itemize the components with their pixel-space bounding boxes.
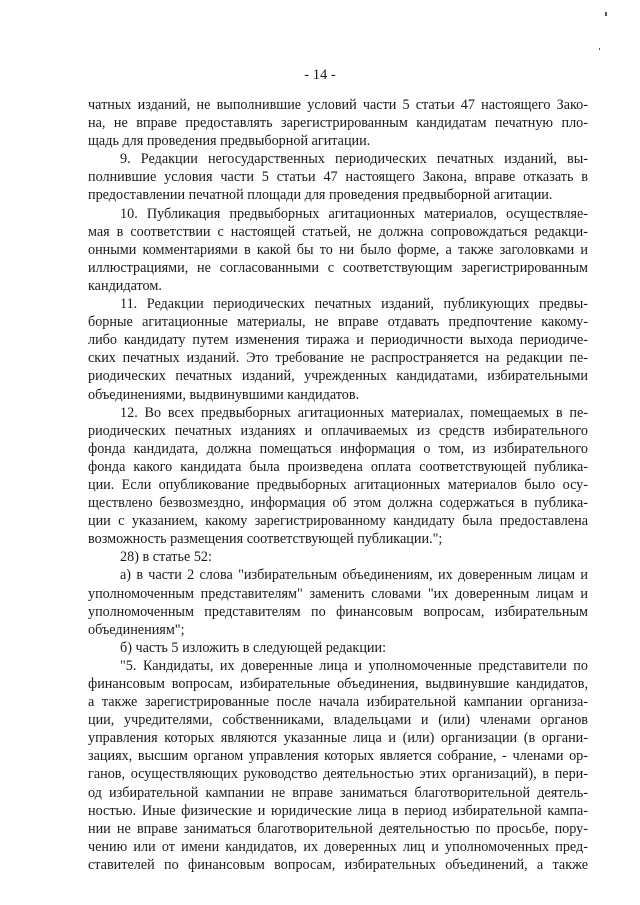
scan-speck bbox=[599, 48, 600, 50]
text-line: возможность размещения соответствующей публикации."; bbox=[88, 531, 443, 548]
text-line: риодических печатных изданиях и оплачиваемых из средств избирательного bbox=[88, 422, 588, 439]
paragraph bbox=[88, 548, 588, 566]
paragraph bbox=[88, 150, 588, 204]
text-line: фонда какого кандидата была произведена оплата соответствующей публика- bbox=[88, 458, 588, 475]
scan-speck bbox=[605, 12, 607, 16]
text-line: а также зарегистрированные после начала избирательной кампании организа- bbox=[88, 694, 588, 711]
text-line: ганов, осуществляющих руководство деятельностью этих организаций), в пери- bbox=[88, 766, 588, 783]
text-line: ции, учредителями, собственниками, владельцами и (или) членами органов bbox=[88, 712, 588, 729]
text-line: управления которых являются указанные лица и (или) организации (в органи- bbox=[88, 730, 588, 747]
text-line: ских печатных изданий. Это требование не распространяется на редакции пе- bbox=[88, 350, 588, 367]
text-line: щадь для проведения предвыборной агитации. bbox=[88, 133, 371, 150]
text-line: предоставлении печатной площади для проведения предвыборной агитации. bbox=[88, 187, 553, 204]
paragraph bbox=[88, 404, 588, 549]
text-line: "5. Кандидаты, их доверенные лица и уполномоченные представители по bbox=[120, 657, 588, 674]
paragraph bbox=[88, 566, 588, 638]
text-line: ществлено безвозмездно, информация об этом должна содержаться в публика- bbox=[88, 495, 588, 512]
text-line: нии не вправе заниматься благотворительной деятельностью по просьбе, пору- bbox=[88, 820, 588, 837]
text-line: 12. Во всех предвыборных агитационных материалах, помещаемых в пе- bbox=[120, 404, 588, 421]
text-line: фонда кандидата, должна помещаться информация о том, из избирательного bbox=[88, 440, 588, 457]
text-line: од избирательной кампании не вправе заниматься благотворительной деятель- bbox=[88, 784, 588, 801]
text-line: а) в части 2 слова "избирательным объединениям, их доверенным лицам и bbox=[120, 567, 588, 584]
paragraph bbox=[88, 96, 588, 150]
text-line: иллюстрациями, не согласованными с соответствующим зарегистрированным bbox=[88, 259, 588, 276]
body-text bbox=[88, 96, 588, 874]
text-line: 9. Редакции негосударственных периодических печатных изданий, вы- bbox=[120, 151, 588, 168]
paragraph bbox=[88, 639, 588, 657]
text-line: 10. Публикация предвыборных агитационных материалов, осуществляе- bbox=[120, 205, 588, 222]
paragraph bbox=[88, 205, 588, 295]
text-line: онными комментариями в какой бы то ни было форме, а также заголовками и bbox=[88, 241, 588, 258]
text-line: ции с указанием, какому зарегистрированному кандидату была предоставлена bbox=[88, 513, 588, 530]
paragraph bbox=[88, 657, 588, 874]
text-line: борные агитационные материалы, не вправе отдавать предпочтение какому- bbox=[88, 314, 588, 331]
page-number: - 14 - bbox=[304, 67, 336, 83]
text-line: кандидатом. bbox=[88, 277, 162, 294]
text-line: б) часть 5 изложить в следующей редакции: bbox=[120, 639, 387, 656]
text-line: ставителей по финансовым вопросам, избирательных объединений, а также bbox=[88, 856, 588, 873]
text-line: уполномоченным представителям" заменить словами "их доверенным лицам и bbox=[88, 585, 588, 602]
text-line: объединениями, выдвинувшими кандидатов. bbox=[88, 386, 360, 403]
text-line: 11. Редакции периодических печатных изданий, публикующих предвы- bbox=[120, 296, 588, 313]
text-line: 28) в статье 52: bbox=[120, 549, 212, 566]
text-line: на, не вправе предоставлять зарегистрированным кандидатам печатную пло- bbox=[88, 115, 588, 132]
text-line: полнившие условия части 5 статьи 47 настоящего Закона, вправе отказать в bbox=[88, 169, 588, 186]
text-line: финансовым вопросам, избирательные объединения, выдвинувшие кандидатов, bbox=[88, 676, 588, 692]
text-line: объединениям"; bbox=[88, 621, 185, 638]
paragraph bbox=[88, 295, 588, 404]
text-line: чению или от имени кандидатов, их доверенных лиц и уполномоченных пред- bbox=[88, 838, 588, 855]
text-line: уполномоченным представителям по финансовым вопросам, избирательным bbox=[88, 603, 588, 620]
text-line: зациях, высшим органом управления которых является собрание, - членами ор- bbox=[88, 748, 588, 765]
text-line: риодических печатных изданий, учрежденных кандидатами, избирательными bbox=[88, 368, 588, 385]
text-line: ции. Если опубликование предвыборных агитационных материалов было осу- bbox=[88, 476, 588, 493]
text-line: либо кандидату путем изменения тиража и периодичности выхода периодиче- bbox=[88, 332, 588, 349]
text-line: чатных изданий, не выполнившие условий части 5 статьи 47 настоящего Зако- bbox=[88, 97, 588, 113]
text-line: мая в соответствии с настоящей статьей, не должна сопровождаться редакци- bbox=[88, 223, 588, 240]
text-line: ностью. Иные физические и юридические лица в период избирательной кампа- bbox=[88, 802, 588, 819]
